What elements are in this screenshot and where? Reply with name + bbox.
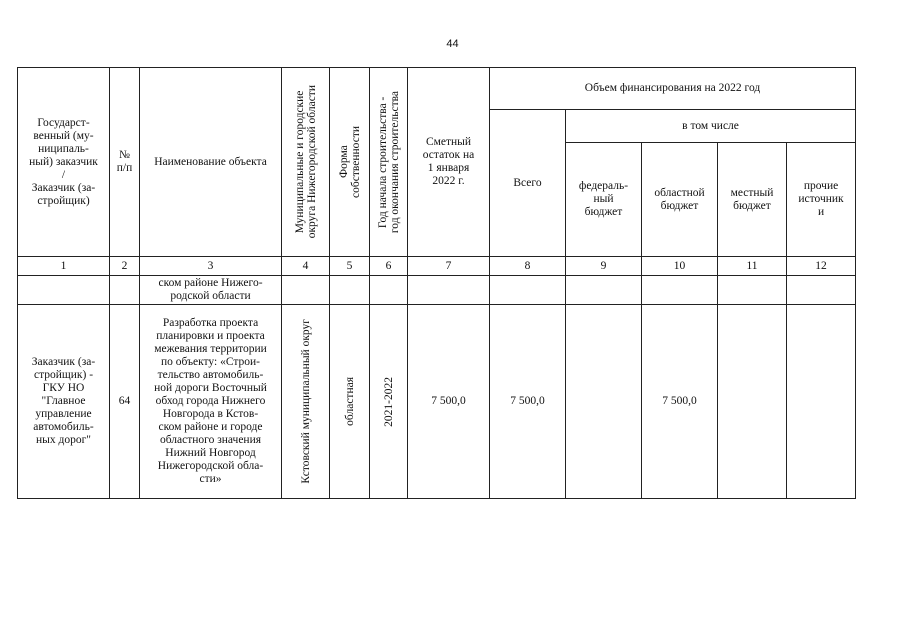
column-number: 2 (110, 257, 140, 276)
column-number: 8 (490, 257, 566, 276)
header-including: в том числе (566, 110, 856, 143)
header-regional: областной бюджет (642, 143, 718, 257)
header-ownership: Форма собственности (330, 68, 370, 257)
column-number: 10 (642, 257, 718, 276)
column-number: 12 (787, 257, 856, 276)
row-customer: Заказчик (за- стройщик) - ГКУ НО "Главное управление автомобиль- ных дорог" (18, 305, 110, 499)
column-number: 9 (566, 257, 642, 276)
page-number: 44 (446, 38, 459, 50)
header-object-name: Наименование объекта (140, 68, 282, 257)
column-number: 3 (140, 257, 282, 276)
row-ownership: областная (330, 305, 370, 499)
column-number: 7 (408, 257, 490, 276)
row-federal (566, 305, 642, 499)
header-financing-title: Объем финансирования на 2022 год (490, 68, 856, 110)
row-num: 64 (110, 305, 140, 499)
header-years: Год начала строительства - год окончания строительства (370, 68, 408, 257)
column-number: 5 (330, 257, 370, 276)
header-estimated-balance: Сметный остаток на 1 января 2022 г. (408, 68, 490, 257)
column-number: 6 (370, 257, 408, 276)
header-other: прочие источник и (787, 143, 856, 257)
header-municipality: Муниципальные и городские округа Нижегородской области (282, 68, 330, 257)
header-customer: Государст- венный (му- ниципаль- ный) заказчик / Заказчик (за- стройщик) (18, 68, 110, 257)
header-federal: федераль- ный бюджет (566, 143, 642, 257)
row-municipality: Кстовский муниципальный округ (282, 305, 330, 499)
continuation-object-name: ском районе Нижего- родской области (140, 276, 282, 305)
row-total: 7 500,0 (490, 305, 566, 499)
row-regional: 7 500,0 (642, 305, 718, 499)
column-numbers-row (18, 257, 856, 276)
continuation-row (18, 276, 856, 305)
row-object-name: Разработка проекта планировки и проекта межевания территории по объекту: «Строи- тельство автомобиль- ной дороги Восточный обход города Нижнего Новгорода в Кстов- ском районе и городе областного значения Нижний Новгород Нижегородской обла- сти» (140, 305, 282, 499)
financing-table (17, 67, 856, 499)
column-number: 11 (718, 257, 787, 276)
row-other (787, 305, 856, 499)
header-total: Всего (490, 110, 566, 257)
table-row (18, 305, 856, 499)
row-years: 2021-2022 (370, 305, 408, 499)
row-local (718, 305, 787, 499)
column-number: 4 (282, 257, 330, 276)
row-estimated-balance: 7 500,0 (408, 305, 490, 499)
header-local: местный бюджет (718, 143, 787, 257)
column-number: 1 (18, 257, 110, 276)
header-num: № п/п (110, 68, 140, 257)
